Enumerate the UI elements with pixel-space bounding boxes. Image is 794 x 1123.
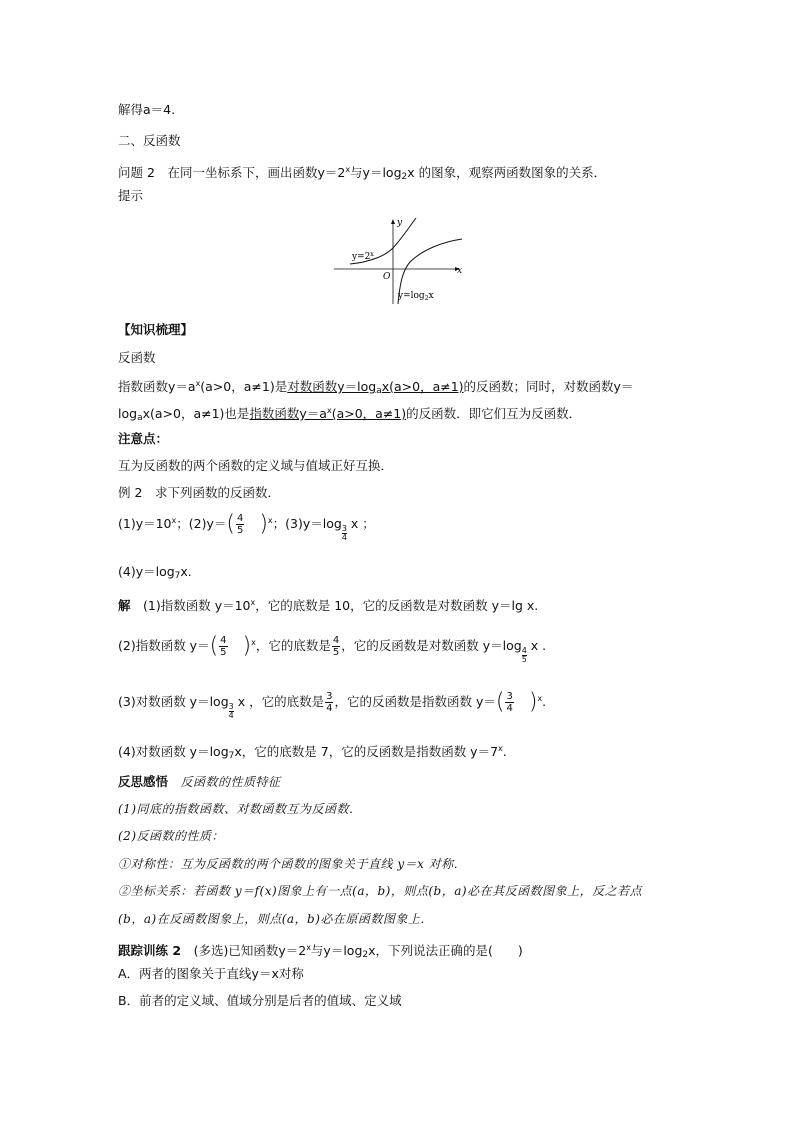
ex-b: ；(2)y＝ bbox=[176, 516, 227, 531]
coordinate-property-2: (b，a)在反函数图象上，则点(a，b)必在原函数图象上． bbox=[118, 912, 433, 926]
right-paren: ) bbox=[259, 511, 268, 537]
log-base-den: 4 bbox=[341, 533, 347, 542]
def2-a: log bbox=[118, 406, 138, 421]
log-curve-label: $y=\log_2x$ bbox=[398, 291, 434, 302]
def1-b: (a>0，a≠1)是 bbox=[200, 379, 288, 394]
symmetry-property: ①对称性：互为反函数的两个函数的图象关于直线 y＝x 对称． bbox=[118, 857, 467, 871]
fraction bbox=[505, 691, 513, 714]
base-fraction bbox=[325, 691, 333, 714]
def1-d: x(a>0，a≠1) bbox=[381, 379, 464, 394]
sol3-b: x ，它的底数是 bbox=[233, 694, 325, 709]
practice-a: (多选)已知函数y＝2 bbox=[193, 943, 307, 958]
ex-d: x ； bbox=[346, 516, 375, 531]
reflection-point-2: (2)反函数的性质： bbox=[118, 829, 224, 843]
fraction bbox=[219, 635, 227, 658]
left-paren: ( bbox=[495, 689, 505, 715]
def1-c-sub: a bbox=[376, 386, 382, 396]
base-fraction-den: 4 bbox=[326, 703, 333, 714]
option-b: B．前者的定义域、值域分别是后者的值域、定义域 bbox=[118, 993, 402, 1008]
ex4-a: (4)y＝log bbox=[118, 564, 175, 579]
ex4-b: x. bbox=[180, 564, 192, 579]
option-a: A．两者的图象关于直线y＝x对称 bbox=[118, 966, 304, 981]
base-fraction-num: 4 bbox=[332, 635, 340, 646]
example-2 bbox=[118, 484, 280, 502]
practice-b: 与y＝log bbox=[310, 943, 363, 958]
question-exp: x bbox=[345, 165, 351, 174]
solution-1 bbox=[118, 594, 538, 615]
sol2-b: ，它的底数是 bbox=[255, 638, 331, 653]
right-paren: ) bbox=[528, 689, 538, 715]
fraction-numerator: 4 bbox=[220, 635, 227, 646]
def2-c-sup: x bbox=[326, 406, 332, 415]
def1-e: 的反函数；同时，对数函数y＝ bbox=[463, 379, 634, 394]
sol4-b-sup: x bbox=[498, 744, 503, 753]
sol4-a: (4)对数函数 y＝log bbox=[118, 744, 229, 759]
definition-line-2 bbox=[118, 402, 581, 427]
inverse-function-title: 反函数 bbox=[118, 350, 156, 365]
function-graph bbox=[330, 212, 470, 307]
ex4-a-sub: 7 bbox=[174, 571, 181, 581]
sol3-c: ，它的反函数是指数函数 y＝ bbox=[334, 694, 496, 709]
sol2-d: x . bbox=[526, 638, 547, 653]
def2-e: 的反函数．即它们互为反函数． bbox=[406, 406, 582, 421]
note-text: 互为反函数的两个函数的定义域与值域正好互换． bbox=[118, 458, 394, 473]
sol4-c: . bbox=[502, 744, 507, 759]
solution-4 bbox=[118, 740, 507, 765]
answer-line: 解得a＝4. bbox=[118, 102, 176, 117]
example-label: 例 2 bbox=[118, 485, 143, 500]
base-fraction bbox=[332, 635, 340, 658]
reflection-heading bbox=[118, 773, 281, 791]
log-base-num: 3 bbox=[228, 702, 234, 711]
coordinate-property-1: ②坐标关系：若函数 y＝f(x)图象上有一点(a，b)，则点(b，a)必在其反函数图象上，反之若点 bbox=[118, 884, 643, 898]
solution-label: 解 bbox=[118, 598, 131, 613]
practice-c: x，下列说法正确的是( ) bbox=[368, 943, 523, 958]
def1-c: 对数函数y＝log bbox=[287, 379, 377, 394]
y-axis-arrow bbox=[391, 219, 395, 224]
def2-c: 指数函数y＝a bbox=[249, 406, 327, 421]
note-heading: 注意点： bbox=[118, 431, 169, 446]
example-text: 求下列函数的反函数． bbox=[154, 485, 280, 500]
left-paren: ( bbox=[209, 633, 219, 659]
y-axis-label: y bbox=[397, 218, 403, 228]
fraction-numerator: 3 bbox=[506, 691, 513, 702]
x-axis-label: x bbox=[457, 266, 463, 276]
log-base-den: 5 bbox=[521, 655, 527, 664]
def2-d: (a>0，a≠1) bbox=[331, 406, 407, 421]
question-text: 在同一坐标系下，画出函数y＝2 bbox=[167, 165, 346, 180]
practice-2 bbox=[118, 939, 523, 964]
ex-c: ；(3)y＝log bbox=[272, 516, 342, 531]
left-paren: ( bbox=[226, 511, 235, 537]
ex-a-sup: x bbox=[171, 516, 177, 525]
example-item-4 bbox=[118, 563, 192, 585]
def1-a-sup: x bbox=[195, 379, 201, 388]
reflection-point-1: (1)同底的指数函数、对数函数互为反函数． bbox=[118, 802, 362, 816]
base-fraction-den: 5 bbox=[332, 647, 340, 658]
ex-a: (1)y＝10 bbox=[118, 516, 172, 531]
log-base-num: 3 bbox=[341, 524, 347, 533]
reflection-title: 反函数的性质特征 bbox=[180, 775, 281, 789]
reflection-label: 反思感悟 bbox=[118, 774, 169, 789]
question-2 bbox=[118, 161, 606, 186]
practice-b-sub: 2 bbox=[362, 950, 369, 960]
sol3-a: (3)对数函数 y＝log bbox=[118, 694, 229, 709]
practice-label: 跟踪训练 2 bbox=[118, 943, 182, 958]
fraction-denominator: 5 bbox=[220, 647, 227, 658]
right-paren: ) bbox=[242, 633, 252, 659]
hint-label: 提示 bbox=[118, 188, 144, 203]
fraction bbox=[236, 513, 244, 536]
sol4-a-sub: 7 bbox=[228, 751, 235, 761]
question-label: 问题 2 bbox=[118, 165, 155, 180]
log-base-den: 4 bbox=[228, 711, 234, 720]
sol1-a-sup: x bbox=[250, 598, 256, 607]
sol2-c: ，它的反函数是对数函数 y＝log bbox=[341, 638, 522, 653]
definition-line-1 bbox=[118, 375, 633, 400]
question-mid: 与y＝log bbox=[350, 165, 402, 180]
origin-label: O bbox=[383, 272, 391, 282]
def2-b: x(a>0，a≠1)也是 bbox=[142, 406, 250, 421]
def1-a: 指数函数y＝a bbox=[118, 379, 196, 394]
section-heading: 二、反函数 bbox=[118, 133, 181, 148]
sol4-b: x，它的底数是 7，它的反函数是指数函数 y＝7 bbox=[234, 744, 499, 759]
knowledge-heading: 【知识梳理】 bbox=[118, 322, 194, 337]
exp-curve-label: $y=2^x$ bbox=[352, 251, 374, 262]
sol1-a: (1)指数函数 y＝10 bbox=[143, 598, 251, 613]
practice-a-sup: x bbox=[306, 943, 311, 952]
question-sub: 2 bbox=[401, 172, 408, 182]
log-base-num: 4 bbox=[521, 646, 527, 655]
def2-underlined bbox=[249, 406, 406, 421]
ex-b-sup: x bbox=[267, 516, 273, 525]
question-tail: x 的图象，观察两函数图象的关系． bbox=[407, 165, 607, 180]
sol1-b: ，它的底数是 10，它的反函数是对数函数 y＝lg x. bbox=[255, 598, 539, 613]
solution-3 bbox=[118, 690, 546, 720]
sol3-d: . bbox=[542, 694, 547, 709]
base-fraction-num: 3 bbox=[326, 691, 333, 702]
fraction-numerator: 4 bbox=[236, 513, 244, 524]
sol2-a-sup: x bbox=[251, 638, 256, 647]
def1-underlined bbox=[287, 379, 463, 394]
sol2-a: (2)指数函数 y＝ bbox=[118, 638, 210, 653]
example-items-1-3 bbox=[118, 512, 375, 542]
solution-2 bbox=[118, 634, 546, 664]
def2-a-sub: a bbox=[137, 413, 143, 423]
sol3-c-sup: x bbox=[537, 694, 543, 703]
fraction-denominator: 5 bbox=[236, 525, 244, 536]
fraction-denominator: 4 bbox=[506, 703, 513, 714]
